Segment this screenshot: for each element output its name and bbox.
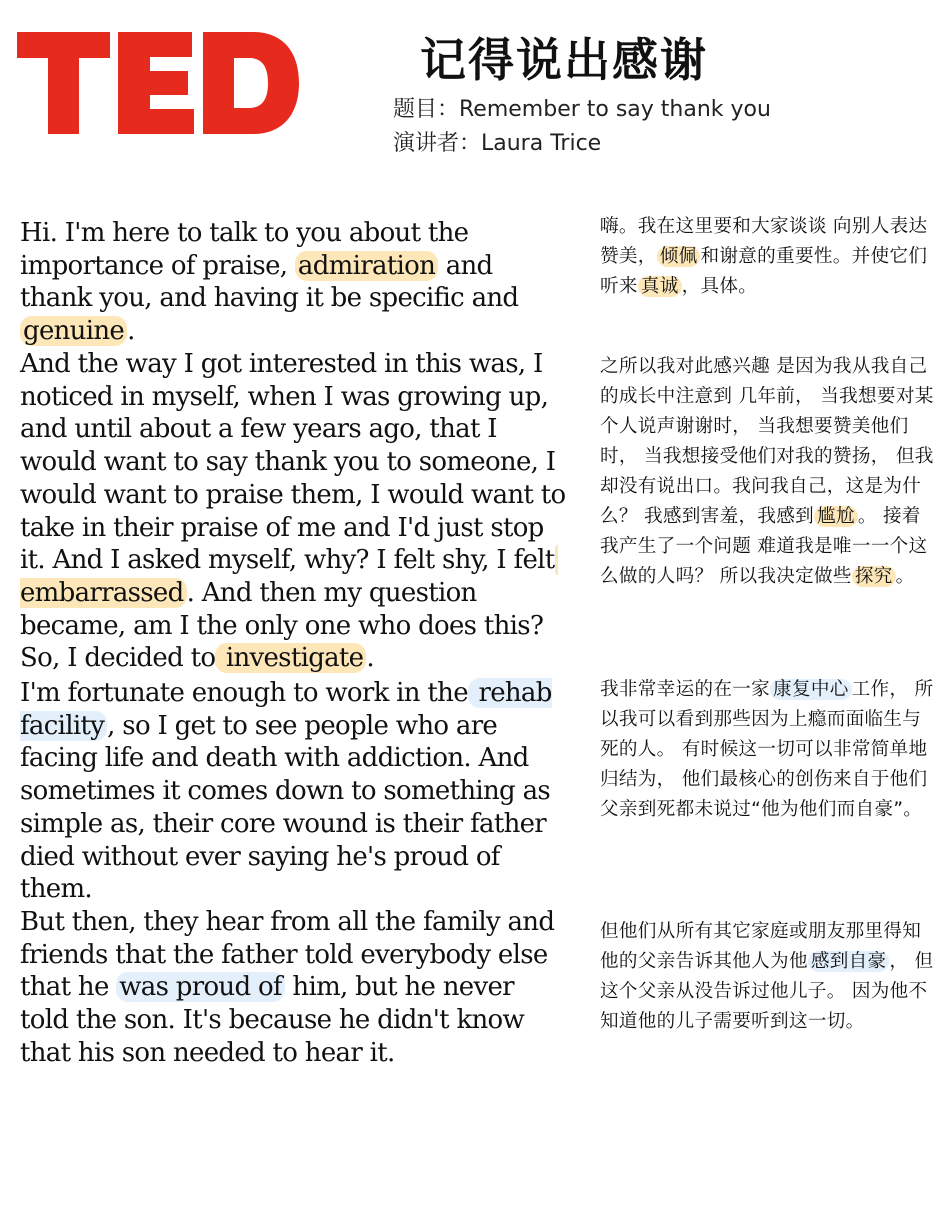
text-segment: ， 但这个父亲从没告诉过他儿子。 因为他不知道他的儿子需要听到这一切。 bbox=[600, 951, 934, 1032]
text-segment: Hi. I'm here to talk to you about the importance of praise, bbox=[20, 218, 469, 281]
highlighted-term: genuine bbox=[20, 316, 127, 346]
english-paragraph-4 bbox=[20, 906, 568, 1070]
highlighted-term: embarrassed bbox=[20, 545, 558, 608]
text-segment: . bbox=[127, 316, 135, 347]
english-paragraph-3 bbox=[20, 677, 568, 906]
text-segment: 。 接着我产生了一个问题 难道我是唯一一个这么做的人吗？ 所以我决定做些 bbox=[600, 506, 928, 587]
highlighted-term: was proud of bbox=[116, 972, 285, 1002]
text-segment: 但他们从所有其它家庭或朋友那里得知 他的父亲告诉其他人为他 bbox=[600, 921, 922, 972]
highlighted-term: admiration bbox=[295, 251, 438, 281]
english-paragraph-2 bbox=[20, 348, 568, 675]
text-segment: him, but he never told the son. It's because he didn't know that his son needed to hear it. bbox=[20, 972, 525, 1068]
talk-topic: 题目：Remember to say thank you bbox=[393, 97, 771, 122]
text-segment: I'm fortunate enough to work in the bbox=[20, 678, 468, 708]
text-segment: 和谢意的重要性。并使它们听来 bbox=[600, 246, 928, 297]
text-segment: 。 bbox=[895, 566, 915, 587]
text-segment: 工作， 所以我可以看到那些因为上瘾而面临生与死的人。 有时候这一切可以非常简单地归结为， 他们最核心的创伤来自于他们父亲到死都未说过“他为他们而自豪”。 bbox=[600, 679, 934, 820]
text-segment: But then, they hear from all the family and friends that the father told everybody else that he bbox=[20, 907, 555, 1003]
ted-logo bbox=[17, 32, 299, 134]
talk-speaker: 演讲者：Laura Trice bbox=[393, 131, 602, 156]
highlighted-term: 倾佩 bbox=[657, 246, 701, 267]
text-segment: 我非常幸运的在一家 bbox=[600, 679, 771, 700]
highlighted-term: 感到自豪 bbox=[808, 951, 890, 972]
text-segment: . bbox=[366, 643, 374, 674]
highlighted-term: 真诚 bbox=[638, 276, 682, 297]
highlighted-term: 尴尬 bbox=[814, 506, 858, 527]
page-title: 记得说出感谢 bbox=[420, 33, 708, 87]
chinese-paragraph-4 bbox=[600, 917, 936, 1037]
chinese-paragraph-2 bbox=[600, 352, 936, 592]
text-segment: 之所以我对此感兴趣 是因为我从我自己的成长中注意到 几年前， 当我想要对某个人说声谢谢时， 当我想要赞美他们时， 当我想接受他们对我的赞扬， 但我却没有说出口。我问我自己，这是为什么？ 我感到害羞，我感到 bbox=[600, 356, 934, 527]
highlighted-term: rehab facility bbox=[20, 678, 552, 741]
text-segment: And the way I got interested in this was, I noticed in myself, when I was growing up, and until about a few years ago, that I would want to say thank you to someone, I would want to praise them, I would want to take in their praise of me and I'd just stop it. And I asked myself, why? I felt shy, I felt bbox=[20, 349, 566, 576]
english-paragraph-1 bbox=[20, 217, 568, 348]
text-segment: , so I get to see people who are facing life and death with addiction. And sometimes it comes down to something as simple as, their core wound is their father died without ever saying he's proud of them. bbox=[20, 710, 551, 905]
text-segment: 嗨。我在这里要和大家谈谈 向别人表达赞美， bbox=[600, 216, 928, 267]
highlighted-term: 探究 bbox=[852, 566, 896, 587]
highlighted-term: investigate bbox=[215, 643, 366, 673]
text-segment: ，具体。 bbox=[681, 276, 758, 297]
text-segment: and thank you, and having it be specific and bbox=[20, 250, 519, 314]
highlighted-term: 康复中心 bbox=[770, 679, 852, 700]
chinese-paragraph-3 bbox=[600, 675, 936, 825]
text-segment: . And then my question became, am I the only one who does this? So, I decided to bbox=[20, 577, 544, 674]
chinese-paragraph-1 bbox=[600, 212, 936, 302]
